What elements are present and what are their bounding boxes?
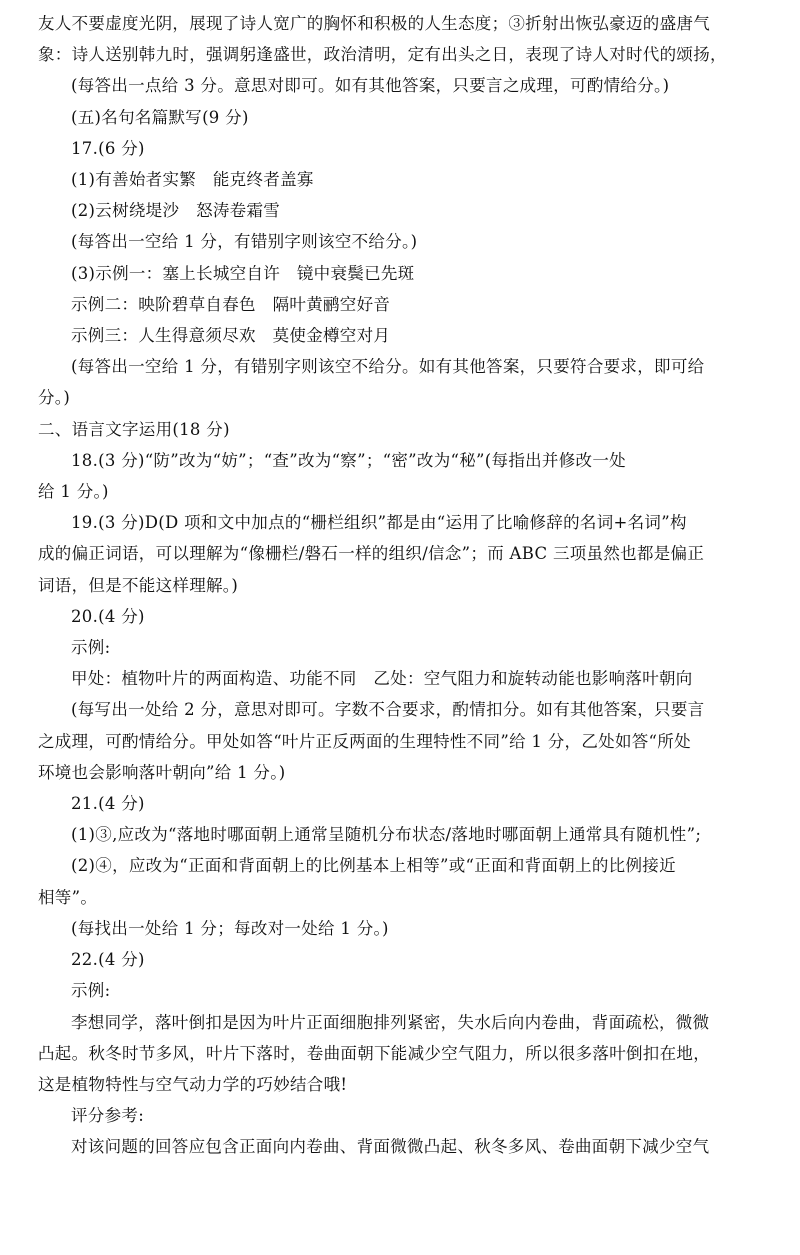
text-line: 示例三：人生得意须尽欢 莫使金樽空对月	[71, 326, 391, 346]
text-line: 二、语言文字运用(18 分)	[38, 419, 230, 439]
text-line: (每找出一处给 1 分；每改对一处给 1 分。)	[71, 918, 389, 938]
text-line: 18.(3 分)“防”改为“妨”；“查”改为“察”；“密”改为“秘”(每指出并修改一处	[71, 450, 626, 470]
text-line: 17.(6 分)	[71, 138, 145, 158]
text-line: 示例二：映阶碧草自春色 隔叶黄鹂空好音	[71, 294, 391, 314]
text-line: (3)示例一：塞上长城空自许 镜中衰鬓已先斑	[71, 263, 415, 283]
text-line: 评分参考:	[71, 1106, 145, 1126]
text-line: 22.(4 分)	[71, 950, 145, 970]
text-line: 相等”。	[38, 887, 98, 907]
text-line: 分。)	[38, 388, 71, 408]
text-line: 象：诗人送别韩九时，强调躬逢盛世，政治清明，定有出头之日，表现了诗人对时代的颂扬，	[38, 45, 727, 65]
text-line: 词语，但是不能这样理解。)	[38, 575, 239, 595]
text-line: 环境也会影响落叶朝向”给 1 分。)	[38, 762, 286, 782]
text-line: 对该问题的回答应包含正面向内卷曲、背面微微凸起、秋冬多风、卷曲面朝下减少空气	[71, 1137, 710, 1157]
text-line: 20.(4 分)	[71, 606, 145, 626]
text-line: 李想同学，落叶倒扣是因为叶片正面细胞排列紧密，失水后向内卷曲，背面疏松，微微	[71, 1012, 710, 1032]
text-line: 成的偏正词语，可以理解为“像栅栏/磐石一样的组织/信念”；而 ABC 三项虽然也都是偏正	[38, 544, 705, 564]
text-line: (每答出一空给 1 分，有错别字则该空不给分。)	[71, 232, 418, 252]
text-line: 友人不要虚度光阴，展现了诗人宽广的胸怀和积极的人生态度；③折射出恢弘豪迈的盛唐气	[38, 14, 710, 33]
text-line: 给 1 分。)	[38, 482, 109, 502]
text-line: 这是植物特性与空气动力学的巧妙结合哦!	[38, 1074, 348, 1094]
text-line: (每答出一空给 1 分，有错别字则该空不给分。如有其他答案，只要符合要求，即可给	[71, 357, 705, 377]
text-line: (五)名句名篇默写(9 分)	[71, 107, 249, 127]
text-line: 凸起。秋冬时节多风，叶片下落时，卷曲面朝下能减少空气阻力，所以很多落叶倒扣在地，	[38, 1043, 710, 1063]
text-line: (1)有善始者实繁 能克终者盖寡	[71, 170, 314, 190]
text-line: 示例:	[71, 638, 111, 658]
text-line: 示例:	[71, 981, 111, 1001]
text-line: 甲处：植物叶片的两面构造、功能不同 乙处：空气阻力和旋转动能也影响落叶朝向	[71, 669, 693, 689]
text-line: 21.(4 分)	[71, 794, 145, 814]
text-line: (每写出一处给 2 分，意思对即可。字数不合要求，酌情扣分。如有其他答案，只要言	[71, 700, 705, 720]
text-line: 之成理，可酌情给分。甲处如答“叶片正反两面的生理特性不同”给 1 分，乙处如答“所处	[38, 731, 691, 751]
text-line: (每答出一点给 3 分。意思对即可。如有其他答案，只要言之成理，可酌情给分。)	[71, 76, 670, 96]
text-line: (2)云树绕堤沙 怒涛卷霜雪	[71, 201, 281, 221]
text-line: (1)③,应改为“落地时哪面朝上通常呈随机分布状态/落地时哪面朝上通常具有随机性”;	[71, 825, 702, 845]
text-line: 19.(3 分)D(D 项和文中加点的“栅栏组织”都是由“运用了比喻修辞的名词+名词”构	[71, 513, 687, 533]
text-line: (2)④，应改为“正面和背面朝上的比例基本上相等”或“正面和背面朝上的比例接近	[71, 856, 676, 876]
